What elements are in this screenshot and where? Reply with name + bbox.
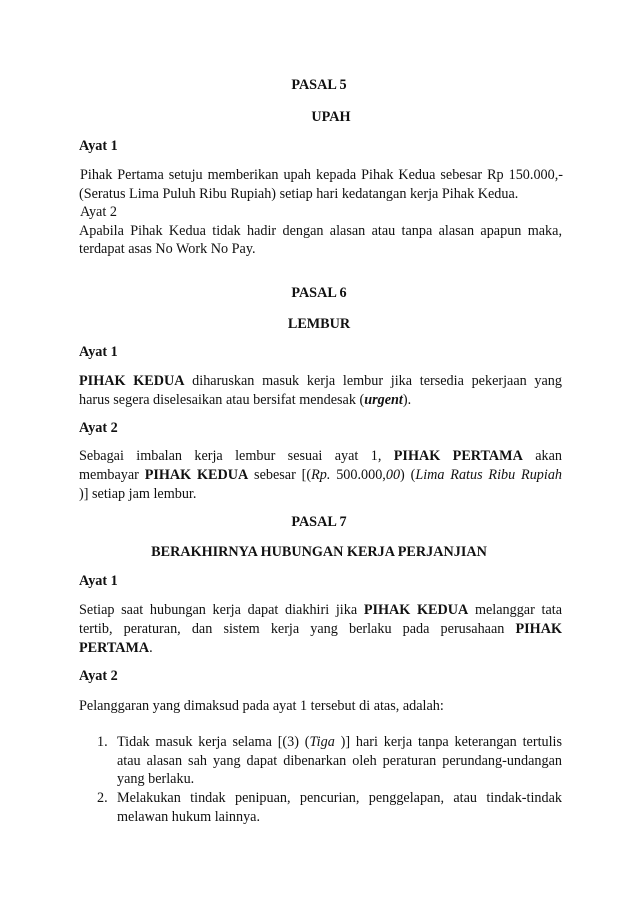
pasal7-subtitle: BERAKHIRNYA HUBUNGAN KERJA PERJANJIAN xyxy=(151,544,487,560)
pasal6-ayat2-line1: Sebagai imbalan kerja lembur sesuai ayat 1, PIHAK PERTAMA akan xyxy=(79,448,562,464)
pasal7-ayat1-line2: tertib, peraturan, dan sistem kerja yang berlaku pada perusahaan PIHAK xyxy=(79,621,562,637)
pasal7-ayat1-line3: PERTAMA. xyxy=(79,640,153,656)
pertama-term: PERTAMA xyxy=(79,640,150,656)
list-item-2-line1: Melakukan tindak penipuan, pencurian, penggelapan, atau tindak-tindak xyxy=(117,790,562,806)
pasal5-ayat1-line1: Pihak Pertama setuju memberikan upah kepada Pihak Kedua sebesar Rp 150.000,- xyxy=(80,167,563,183)
pasal6-ayat1-line2: harus segera diselesaikan atau bersifat mendesak (urgent). xyxy=(79,392,412,408)
pasal6-ayat2-line3: )] setiap jam lembur. xyxy=(79,486,197,502)
pasal6-subtitle: LEMBUR xyxy=(287,316,351,332)
pasal6-ayat2-label: Ayat 2 xyxy=(79,420,118,436)
pasal5-ayat2-line1: Apabila Pihak Kedua tidak hadir dengan alasan atau tanpa alasan apapun maka, xyxy=(79,223,562,239)
pasal6-title: PASAL 6 xyxy=(291,285,347,301)
pihak-pertama-term: PIHAK PERTAMA xyxy=(393,448,523,464)
pasal5-ayat1-label: Ayat 1 xyxy=(79,138,118,154)
pasal6-ayat1-line1: PIHAK KEDUA diharuskan masuk kerja lembur jika tersedia pekerjaan yang xyxy=(79,373,562,389)
pasal7-title: PASAL 7 xyxy=(291,514,347,530)
pasal5-ayat2-line2: terdapat asas No Work No Pay. xyxy=(79,241,256,257)
pasal7-ayat1-label: Ayat 1 xyxy=(79,573,118,589)
pihak-kedua-term: PIHAK KEDUA xyxy=(144,467,249,483)
pasal5-title: PASAL 5 xyxy=(291,77,347,93)
pasal7-ayat2-label: Ayat 2 xyxy=(79,668,118,684)
pasal5-subtitle: UPAH xyxy=(311,109,351,125)
pasal6-ayat1-label: Ayat 1 xyxy=(79,344,118,360)
list-item-2-line2: melawan hukum lainnya. xyxy=(117,809,261,825)
pasal7-ayat2-intro: Pelanggaran yang dimaksud pada ayat 1 tersebut di atas, adalah: xyxy=(79,698,444,714)
pihak-term: PIHAK xyxy=(515,621,562,637)
pasal5-ayat2-label: Ayat 2 xyxy=(80,204,117,220)
pasal5-ayat1-line2: (Seratus Lima Puluh Ribu Rupiah) setiap hari kedatangan kerja Pihak Kedua. xyxy=(79,186,519,202)
list-item-1-line3: yang berlaku. xyxy=(117,771,195,787)
pihak-kedua-term: PIHAK KEDUA xyxy=(363,602,469,618)
list-item-number: 2. xyxy=(97,790,108,806)
list-item-1-line2: atau alasan sah yang dapat dibenarkan oleh peraturan perundang-undangan xyxy=(117,753,562,769)
pasal7-ayat1-line1: Setiap saat hubungan kerja dapat diakhiri jika PIHAK KEDUA melanggar tata xyxy=(79,602,562,618)
pihak-kedua-term: PIHAK KEDUA xyxy=(79,373,185,389)
list-item-1-line1: Tidak masuk kerja selama [(3) (Tiga )] hari kerja tanpa keterangan tertulis xyxy=(117,734,563,750)
pasal6-ayat2-line2: membayar PIHAK KEDUA sebesar [(Rp. 500.000,00) (Lima Ratus Ribu Rupiah xyxy=(79,467,563,483)
urgent-term: urgent xyxy=(364,392,403,408)
list-item-number: 1. xyxy=(97,734,108,750)
